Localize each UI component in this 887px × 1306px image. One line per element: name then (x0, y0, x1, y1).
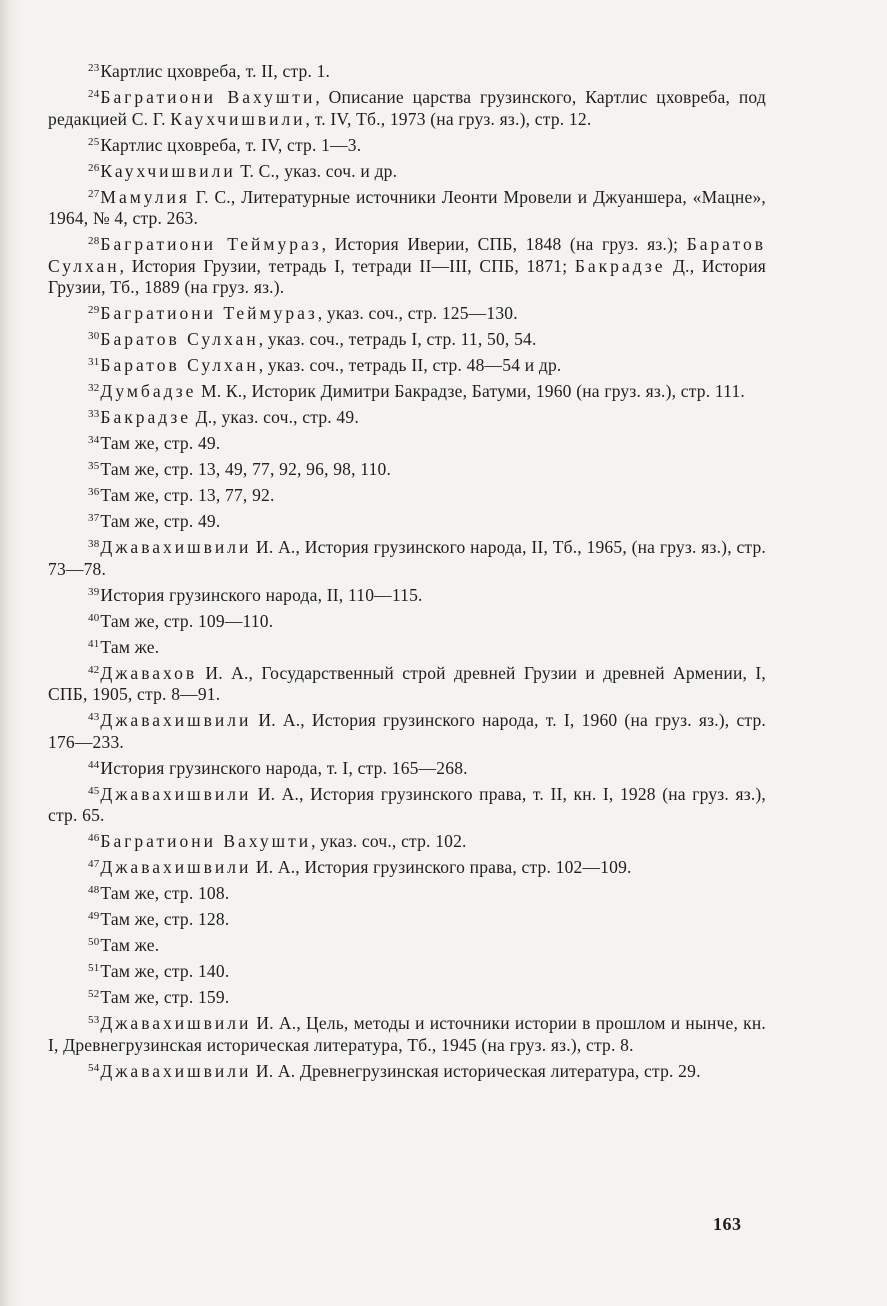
footnote-text: Там же, стр. 13, 77, 92. (100, 485, 275, 505)
footnote-author: Джавахишвили (100, 1013, 252, 1033)
footnote-text: И. А., История грузинского народа, II, Тб., 1965, (на груз. яз.), стр. 73—78. (48, 537, 766, 579)
footnote (48, 231, 766, 299)
footnote-number: 25 (88, 135, 100, 148)
footnote-number: 23 (88, 62, 100, 74)
footnote-text: Картлис цховреба, т. IV, стр. 1—3. (100, 134, 362, 155)
footnote-text: Там же. (100, 935, 160, 955)
footnote-author: Багратиони Вахушти (100, 87, 316, 107)
footnote (48, 508, 766, 533)
footnote (48, 828, 766, 853)
footnote-author: Багратиони Вахушти (100, 831, 312, 851)
footnote-author: Баратов Сулхан (48, 234, 766, 276)
footnote-number: 29 (88, 304, 100, 316)
footnote (48, 755, 766, 780)
footnote-text: Там же, стр. 109—110. (100, 610, 274, 631)
footnote (48, 984, 766, 1009)
footnote-number: 45 (88, 784, 100, 797)
footnote-author: Джавахов (100, 662, 198, 683)
footnote-text: Д., указ. соч., стр. 49. (191, 407, 359, 427)
footnote-number: 52 (88, 988, 100, 1000)
footnote (48, 582, 766, 607)
footnote-author: Каухчишвили (170, 108, 306, 129)
footnote-number: 46 (88, 832, 100, 844)
footnote-number: 53 (88, 1014, 100, 1026)
footnote-author: Каухчишвили (100, 160, 236, 181)
footnote-number: 48 (88, 884, 100, 896)
footnote (48, 1058, 766, 1083)
page-number: 163 (713, 1214, 742, 1234)
footnote (48, 781, 766, 827)
footnote-number: 31 (88, 356, 100, 368)
footnote-text: , История Иверии, СПБ, 1848 (на груз. яз.); (321, 234, 687, 254)
footnote-number: 33 (88, 408, 100, 420)
footnote (48, 1010, 766, 1056)
footnote-number: 39 (88, 585, 100, 598)
footnote-number: 32 (88, 382, 100, 394)
footnote-text: История грузинского народа, т. I, стр. 165—268. (100, 757, 468, 778)
footnote-number: 36 (88, 486, 100, 498)
footnote-text: И. А., История грузинского права, стр. 102—109. (251, 857, 632, 877)
footnote-text: , указ. соч., стр. 102. (311, 831, 467, 851)
footnote-text: И. А., Государственный строй древней Грузии и древней Армении, I, СПБ, 1905, стр. 8—91. (48, 662, 766, 704)
footnote-number: 54 (88, 1061, 100, 1074)
footnote-number: 50 (88, 936, 100, 948)
footnote-text: М. К., Историк Димитри Бакрадзе, Батуми, 1960 (на груз. яз.), стр. 111. (196, 381, 746, 401)
footnote (48, 84, 766, 130)
footnote-text: Там же, стр. 49. (100, 433, 221, 453)
footnote-author: Багратиони Теймураз (100, 303, 318, 323)
footnote-number: 44 (88, 758, 100, 771)
footnote-number: 47 (88, 858, 100, 870)
footnote-text: Там же. (100, 636, 160, 657)
footnote-text: Там же, стр. 49. (100, 511, 221, 531)
footnote-text: , Описание царства грузинского, Картлис цховреба, под редакцией С. Г. (48, 87, 766, 129)
footnote (48, 906, 766, 931)
footnote (48, 932, 766, 957)
footnote-number: 34 (88, 434, 100, 446)
footnote-author: Джавахишвили (100, 783, 252, 804)
footnote (48, 456, 766, 481)
footnote-text: , История Грузии, тетрадь I, тетради II—III, СПБ, 1871; (119, 255, 575, 276)
footnote-author: Мамулия (100, 186, 190, 207)
footnote-text: И. А., История грузинского права, т. II, кн. I, 1928 (на груз. яз.), стр. 65. (48, 783, 766, 825)
footnote-author: Бакрадзе (574, 255, 666, 276)
footnote-number: 35 (88, 460, 100, 472)
footnote (48, 482, 766, 507)
footnote-text: , указ. соч., тетрадь II, стр. 48—54 и др. (258, 355, 562, 375)
footnote-text: И. А. Древнегрузинская историческая литература, стр. 29. (251, 1060, 701, 1081)
footnote (48, 326, 766, 351)
footnote-author: Думбадзе (100, 381, 197, 401)
footnote (48, 854, 766, 879)
footnote-text: Там же, стр. 13, 49, 77, 92, 96, 98, 110. (100, 459, 392, 479)
footnote-number: 26 (88, 161, 100, 174)
footnote (48, 880, 766, 905)
footnotes-list (48, 58, 766, 1084)
footnote-text: Д., История Грузии, Тб., 1889 (на груз. яз.). (48, 255, 767, 297)
footnote-number: 27 (88, 187, 100, 200)
footnote-number: 49 (88, 910, 100, 922)
footnote (48, 132, 766, 157)
footnote-number: 41 (88, 637, 100, 650)
footnote-number: 43 (88, 711, 100, 723)
footnote (48, 430, 766, 455)
footnote-text: Картлис цховреба, т. II, стр. 1. (100, 61, 331, 81)
footnote (48, 404, 766, 429)
footnote-text: , указ. соч., тетрадь I, стр. 11, 50, 54. (258, 329, 537, 349)
footnote-number: 51 (88, 962, 100, 974)
footnote-text: История грузинского народа, II, 110—115. (100, 584, 423, 605)
footnote (48, 707, 766, 753)
footnote-author: Джавахишвили (100, 1060, 252, 1081)
footnote-author: Баратов Сулхан (100, 355, 259, 375)
footnote-text: Т. С., указ. соч. и др. (235, 160, 398, 181)
footnote-text: , указ. соч., стр. 125—130. (317, 303, 518, 323)
footnote-text: Там же, стр. 140. (100, 961, 230, 981)
footnote-number: 24 (88, 88, 100, 100)
footnote-author: Джавахишвили (100, 857, 252, 877)
footnote-author: Баратов Сулхан (100, 329, 259, 349)
footnote-author: Багратиони Теймураз (100, 234, 322, 254)
footnote (48, 634, 766, 659)
footnote-number: 40 (88, 611, 100, 624)
footnote-text: Там же, стр. 128. (100, 909, 230, 929)
footnote-text: Там же, стр. 108. (100, 883, 230, 903)
footnote-number: 38 (88, 538, 100, 550)
footnote (48, 184, 766, 230)
footnote-number: 42 (88, 663, 100, 676)
footnote-text: , т. IV, Тб., 1973 (на груз. яз.), стр. 12. (305, 108, 592, 129)
footnote-author: Джавахишвили (100, 710, 252, 730)
footnote (48, 352, 766, 377)
footnote-number: 28 (88, 235, 100, 247)
footnote-number: 30 (88, 330, 100, 342)
footnote (48, 958, 766, 983)
footnote (48, 58, 766, 83)
footnote-author: Бакрадзе (100, 407, 192, 427)
footnote (48, 158, 766, 183)
footnote (48, 660, 766, 706)
footnote-text: И. А., Цель, методы и источники истории в прошлом и нынче, кн. I, Древнегрузинская историческая литература, Тб., 1945 (на груз. яз.), стр. 8. (48, 1013, 766, 1055)
footnote (48, 378, 766, 403)
footnote-text: Там же, стр. 159. (100, 987, 230, 1007)
footnote (48, 608, 766, 633)
footnote (48, 534, 766, 580)
footnote-text: Г. С., Литературные источники Леонти Мровели и Джуаншера, «Мацне», 1964, № 4, стр. 263. (48, 186, 766, 228)
footnote (48, 300, 766, 325)
footnote-text: И. А., История грузинского народа, т. I, 1960 (на груз. яз.), стр. 176—233. (48, 710, 766, 752)
footnote-author: Джавахишвили (100, 537, 252, 557)
footnote-number: 37 (88, 512, 100, 524)
